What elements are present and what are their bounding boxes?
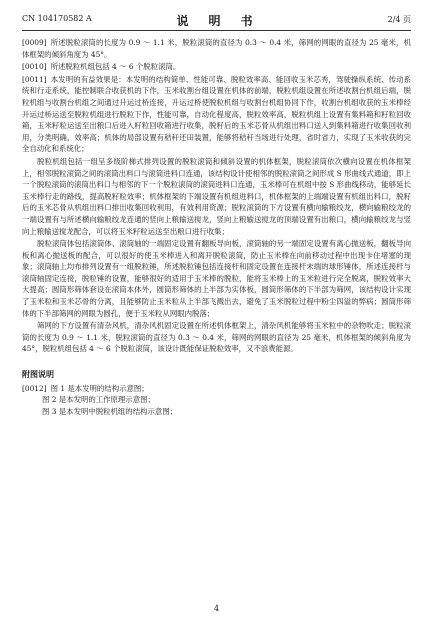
paragraph-0011: [22, 74, 411, 155]
document-body: [22, 37, 411, 417]
paragraph-tag: [0011]: [22, 74, 47, 84]
page-number: 4: [213, 604, 220, 613]
paragraph-tag: [0012]: [22, 383, 47, 393]
paragraph-0009: [22, 37, 411, 60]
figure-caption-line: [22, 394, 411, 406]
paragraph-text: 本发明的有益效果是：本发明的结构简单、性能可靠、脱粒效率高、能回收玉米芯秀，驾驶操纵系统、传动系统和行走系统，能控制联合收获机的下作，玉米收割台组设置在机体的前端，脱粒机组设置在所述收割台机组后端，脱粒机组与收割台机组之间通过升运过桥连接，升运过桥使脱粒机组与收割台机组协同下作，收割台机组收获的玉米棒经升运过桥运送至脱粒机组进行脱粒下作，性能可靠，自动化程度高，脱粒效率高，脱粒机组上设置有集料箱和籽粒回收箱，玉米籽粒运送至出粮口后进入籽粒回收箱进行收集，脱籽后的玉米芯骨从机组出料口送入到集料箱进行收集回收利用，分类明确，效率高；机体的局部设置有秸秆还田装置，能够将秸秆当场进行处理，省时省力，实现了玉米收获的完全自动化和系统化；: [22, 74, 411, 154]
document-title: 说 明 书: [176, 14, 257, 28]
figure-caption: 图 1 是本发明的结构示意图；: [50, 383, 149, 393]
figure-caption: 图 2 是本发明的工作原理示意图；: [42, 395, 155, 405]
paragraph-text: 脱粒滚筒体包括滚筒体、滚筒轴的一端固定设置有翻板导向板，滚筒轴的另一端固定设置有离心抛送板，翻板导向板和离心抛送板的配合，可以很好的使玉米棒进入和离开脱粒滚筒，防止玉米棒在向前移动过程中出现卡住堵塞的现象；滚筒轴上均布排列设置有一组脱粒锤，所述脱粒锤包括连接杆和固定设置在连接杆末端的球形锤体，所述连接杆与滚筒轴固定连接，脱粒锤的设置，能够很好的适用于玉米棒的脱粒，能将玉米棒上的玉米粒进行完全脱离，脱粒效率大大提高；圆筒形筛体套设在滚筒本体外，圆筒形筛体的上半部为实体板，圆筒形筛体的下半部为筛网，该结构设计实现了玉米粒和玉米芯骨的分离，且能够防止玉米粒从上半部飞溅出去，避免了玉米脱粒过程中粉尘四溢的弊病；圆筒形筛体的下半部筛网的网眼为圆孔，便于玉米粒从网眼内脱落；: [22, 239, 411, 318]
paragraph-continued: [22, 238, 411, 319]
paragraph-text: 所述脱粒机组包括 4 ～ 6 个脱粒滚筒。: [50, 62, 181, 72]
paragraph-0010: [22, 61, 411, 73]
publication-number: CN 104170582 A: [22, 14, 92, 23]
paragraph-tag: [0009]: [22, 38, 47, 47]
figure-caption-line: [22, 383, 411, 395]
page-indicator: 2/4 页: [387, 15, 411, 24]
paragraph-text: 所述脱粒滚筒的长度为 0.9 ～ 1.1 米，脱粒滚筒的直径为 0.3 ～ 0.4 米，筛网的网眼的直径为 25 毫米，机体框架的倾斜角度为 45°。: [22, 38, 411, 59]
page-header: [22, 12, 411, 31]
figure-caption-line: [22, 406, 411, 418]
paragraph-text: 筛网的下方设置有清杂风机，清杂风机固定设置在所述机体框架上，清杂风机能够将玉米粒中的杂物吹走；脱粒滚筒的长度为 0.9 ～ 1.1 米，脱粒滚筒的直径为 0.3 ～ 0.4 米，筛网的网眼的直径为 25 毫米，机体框架的倾斜角度为 45°，脱粒机组包括 4 ～ 6 个脱粒滚筒，该设计既能保证脱粒效率，又不浪费能源。: [22, 321, 411, 354]
figure-caption: 图 3 是本发明中脱粒机组的结构示意图；: [42, 406, 178, 416]
paragraph-continued: [22, 320, 411, 355]
figures-section-title: 附图说明: [22, 369, 54, 380]
paragraph-text: 脱粒机组包括一组呈多级阶梯式排列设置的脱粒滚筒和倾斜设置的机体框架，脱粒滚筒依次横向设置在机体框架上，相邻脱粒滚筒之间的滚筒出料口与滚筒进料口连通，该结构设计使相邻的脱粒滚筒之间形成 S 形曲线式通道，即上一个脱粒滚筒的滚筒出料口与相邻的下一个脱粒滚筒的滚筒进料口连通，玉米棒可在机组中按 S 形曲线移动，能够延长玉米棒行走的路线，提高脱籽粒效率；机体框架的下端设置有机组进料口，机体框架的上端端设置有机组出料口，脱籽后的玉米芯骨从机组出料口排出收集回收利用，有效利用资源；脱粒滚筒的下方设置有横向输粮绞龙，横向输粮绞龙的一端设置有与所述横向输粮绞龙连通的竖向上粮输送搅龙，竖向上粮输送搅龙的顶端设置有出粮口，横向输粮绞龙与竖向上粮输送搅龙配合，可以将玉米籽粒运送至出粮口进行收集；: [22, 156, 411, 236]
paragraph-continued: [22, 156, 411, 237]
paragraph-tag: [0010]: [22, 62, 47, 72]
